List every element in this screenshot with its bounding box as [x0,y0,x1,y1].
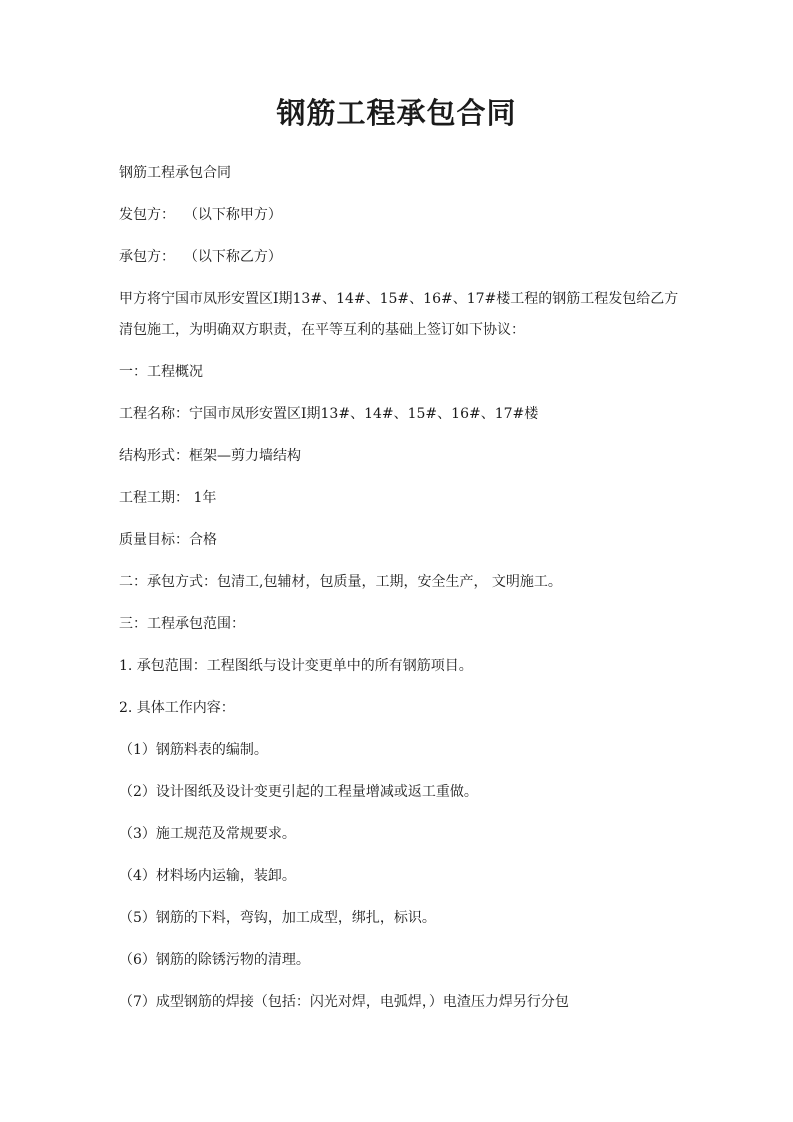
work-item-5: （5）钢筋的下料，弯钩，加工成型，绑扎，标识。 [119,910,436,926]
document-title: 钢筋工程承包合同 [276,96,517,130]
contract-name-line: 钢筋工程承包合同 [119,165,231,181]
work-item-4: （4）材料场内运输，装卸。 [119,868,296,884]
work-item-7: （7）成型钢筋的焊接（包括：闪光对焊，电弧焊，）电渣压力焊另行分包 [119,994,569,1010]
work-item-1: （1）钢筋料表的编制。 [119,742,268,758]
quality-target-line: 质量目标：合格 [119,532,217,548]
scope-item-2: 2. 具体工作内容： [119,700,235,716]
intro-paragraph: 甲方将宁国市凤形安置区Ⅰ期13#、14#、15#、16#、17#楼工程的钢筋工程发包给乙方清包施工，为明确双方职责，在平等互利的基础上签订如下协议： [119,291,679,338]
work-item-3: （3）施工规范及常规要求。 [119,826,296,842]
project-name-line: 工程名称：宁国市凤形安置区Ⅰ期13#、14#、15#、16#、17#楼 [119,406,539,422]
duration-line: 工程工期： 1年 [119,490,217,506]
section-2-contract-method: 二：承包方式：包清工,包辅材，包质量，工期，安全生产， 文明施工。 [119,574,562,590]
document-body [119,163,689,1034]
scope-item-1: 1. 承包范围：工程图纸与设计变更单中的所有钢筋项目。 [119,658,473,674]
section-1-heading: 一：工程概况 [119,364,203,380]
section-3-heading: 三：工程承包范围： [119,616,245,632]
work-item-6: （6）钢筋的除锈污物的清理。 [119,952,310,968]
structure-type-line: 结构形式：框架—剪力墙结构 [119,448,301,464]
party-b-line: 承包方： （以下称乙方） [119,249,282,265]
party-a-line: 发包方： （以下称甲方） [119,207,282,223]
work-item-2: （2）设计图纸及设计变更引起的工程量增减或返工重做。 [119,784,478,800]
